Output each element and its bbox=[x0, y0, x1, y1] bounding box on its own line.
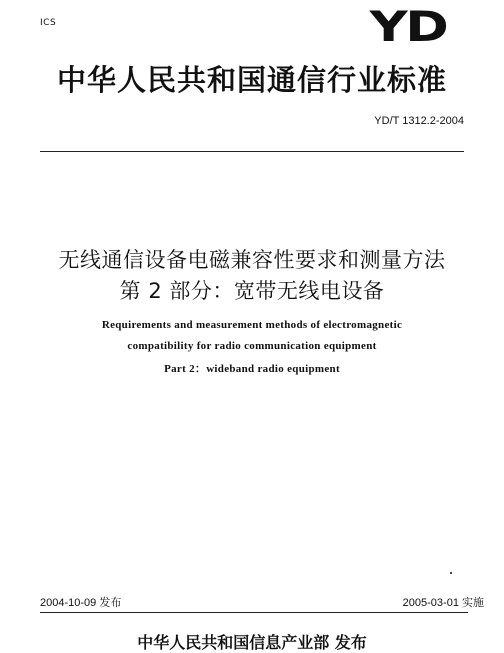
title-cn-line2: 第 2 部分：宽带无线电设备 bbox=[119, 279, 385, 303]
title-en-line2: compatibility for radio communication equipment bbox=[127, 340, 377, 352]
standard-category-title: 中华人民共和国通信行业标准 bbox=[56, 63, 447, 97]
issue-date: 2004-10-09 发布 bbox=[40, 597, 122, 609]
yd-logo: YD bbox=[369, 2, 446, 51]
title-en-line3: Part 2：wideband radio equipment bbox=[164, 363, 340, 375]
stray-mark bbox=[450, 572, 452, 574]
footer-divider bbox=[40, 612, 468, 613]
implementation-date: 2005-03-01 实施 bbox=[402, 597, 484, 609]
header-divider bbox=[40, 151, 464, 152]
title-cn-line1: 无线通信设备电磁兼容性要求和测量方法 bbox=[58, 248, 446, 272]
standard-number: YD/T 1312.2-2004 bbox=[374, 115, 464, 127]
issuing-authority: 中华人民共和国信息产业部 发布 bbox=[137, 633, 367, 652]
ics-code: ICS bbox=[40, 18, 57, 28]
title-en-line1: Requirements and measurement methods of electromagnetic bbox=[101, 319, 403, 331]
